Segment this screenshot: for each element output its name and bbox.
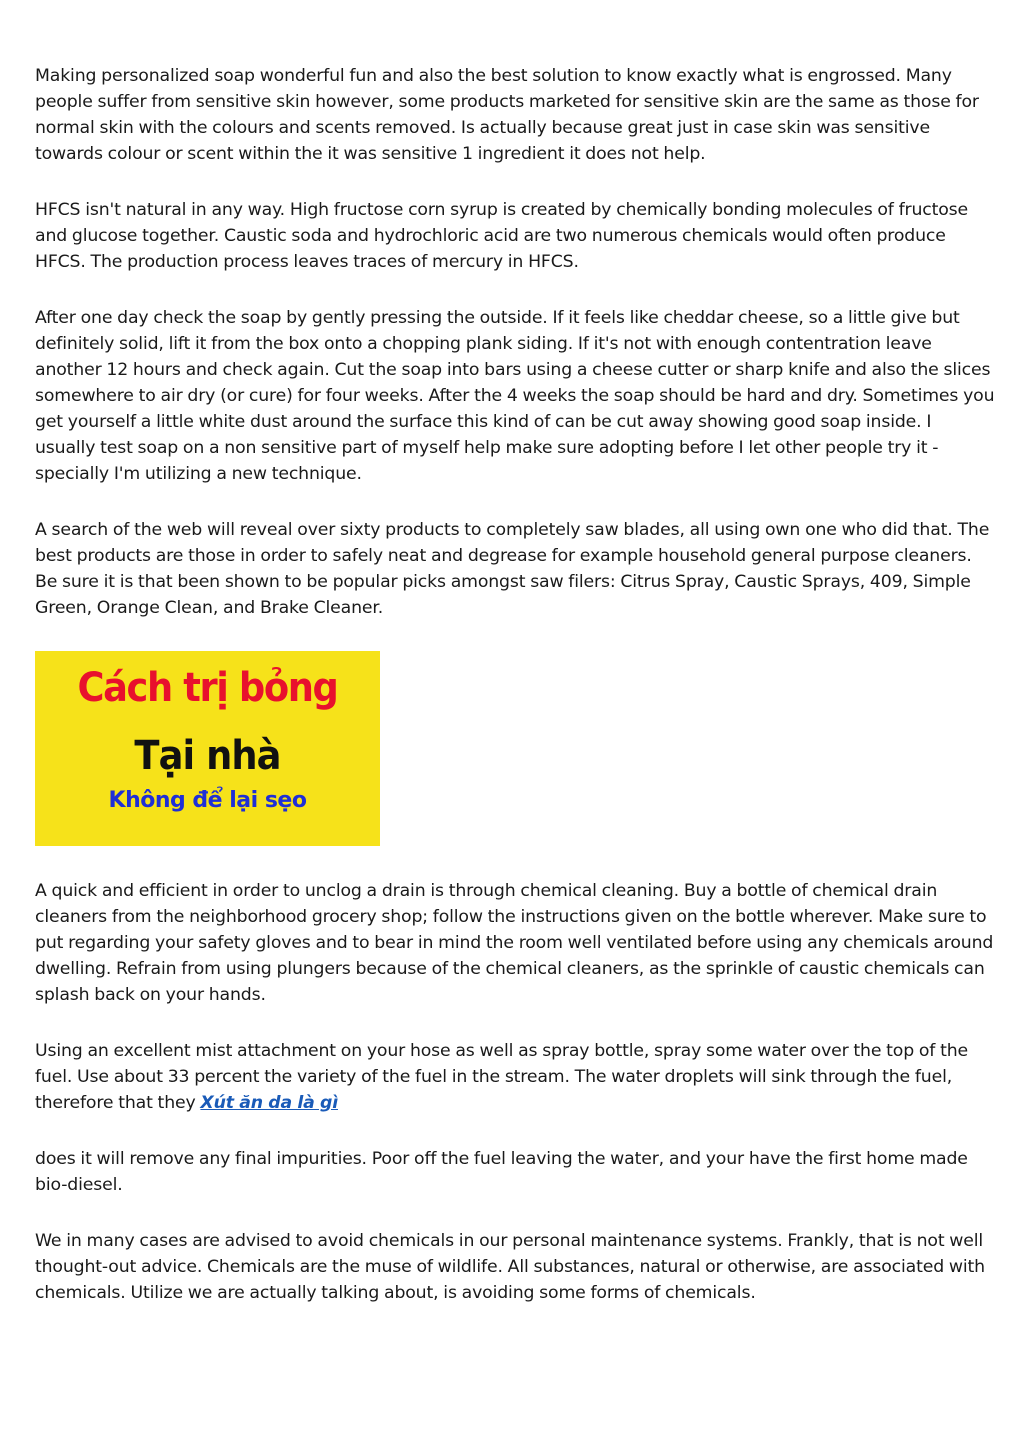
paragraph-drain-cleaning: A quick and efficient in order to unclog a drain is through chemical cleaning. Buy a bottle of chemical drain cleaners from the neighborhood grocery shop; follow the instructions given on the bottle wherever. Make sure to put regarding your safety gloves and to bear in mind the room well ventilated before using any chemicals around dwelling. Refrain from using plungers because of the chemical cleaners, as the sprinkle of caustic chemicals can splash back on your hands.: [35, 881, 994, 1005]
paragraph-mist-attachment: [35, 1038, 995, 1116]
paragraph-hfcs: HFCS isn't natural in any way. High fructose corn syrup is created by chemically bonding molecules of fructose and glucose together. Caustic soda and hydrochloric acid are two numerous chemicals would often produce HFCS. The production process leaves traces of mercury in HFCS.: [35, 200, 969, 272]
paragraph-soap-making: Making personalized soap wonderful fun and also the best solution to know exactly what is engrossed. Many people suffer from sensitive skin however, some products marketed for sensitive skin are the same as those for normal skin with the colours and scents removed. Is actually because great just in case skin was sensitive towards colour or scent within the it was sensitive 1 ingredient it does not help.: [35, 66, 979, 164]
banner-title-line: Cách trị bỏng: [77, 665, 338, 711]
paragraph-bio-diesel: does it will remove any final impurities. Poor off the fuel leaving the water, and your have the first home made bio-diesel.: [35, 1149, 968, 1195]
document-page: [35, 63, 995, 1336]
burn-treatment-banner-image: [35, 651, 380, 846]
paragraph-mist-text: Using an excellent mist attachment on your hose as well as spray bottle, spray some water over the top of the fuel. Use about 33 percent the variety of the fuel in the stream. The water droplets will sink through the fuel, therefore that they: [35, 1041, 968, 1113]
caustic-soda-link[interactable]: Xút ăn da là gì: [200, 1093, 338, 1113]
paragraph-soap-curing: After one day check the soap by gently pressing the outside. If it feels like cheddar cheese, so a little give but definitely solid, lift it from the box onto a chopping plank siding. If it's not with enough contentration leave another 12 hours and check again. Cut the soap into bars using a cheese cutter or sharp knife and also the slices somewhere to air dry (or cure) for four weeks. After the 4 weeks the soap should be hard and dry. Sometimes you get yourself a little white dust around the surface this kind of can be cut away showing good soap inside. I usually test soap on a non sensitive part of myself help make sure adopting before I let other people try it - specially I'm utilizing a new technique.: [35, 308, 995, 484]
paragraph-saw-cleaners: A search of the web will reveal over sixty products to completely saw blades, all using own one who did that. The best products are those in order to safely neat and degrease for example household general purpose cleaners. Be sure it is that been shown to be popular picks amongst saw filers: Citrus Spray, Caustic Sprays, 409, Simple Green, Orange Clean, and Brake Cleaner.: [35, 520, 990, 618]
banner-tagline: Không để lại sẹo: [108, 788, 307, 813]
paragraph-chemicals-advice: We in many cases are advised to avoid chemicals in our personal maintenance systems. Frankly, that is not well thought-out advice. Chemicals are the muse of wildlife. All substances, natural or otherwise, are associated with chemicals. Utilize we are actually talking about, is avoiding some forms of chemicals.: [35, 1231, 985, 1303]
banner-subtitle-line: Tại nhà: [134, 733, 281, 779]
